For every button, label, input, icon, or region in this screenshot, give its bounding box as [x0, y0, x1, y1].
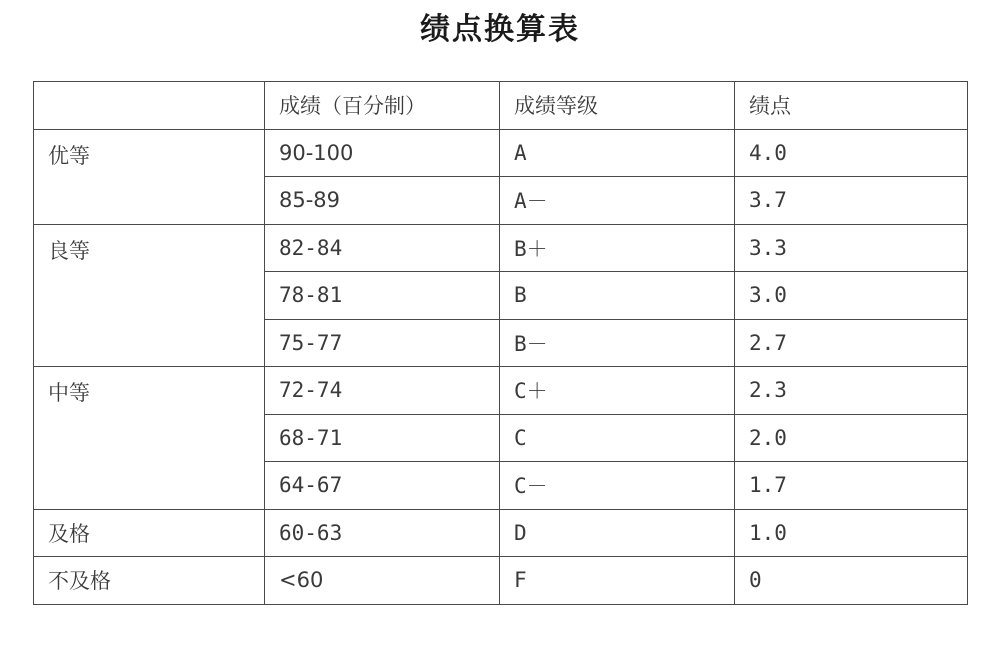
score-cell: 60-63: [265, 509, 500, 557]
grade-cell: D: [500, 509, 735, 557]
score-cell: 85-89: [265, 177, 500, 225]
gpa-cell: 1.0: [735, 509, 968, 557]
page-title: 绩点换算表: [420, 12, 580, 47]
table-row: [34, 367, 968, 415]
grade-cell: C＋: [500, 367, 735, 415]
gpa-cell: 3.7: [735, 177, 968, 225]
score-cell: 90-100: [265, 129, 500, 177]
gpa-cell: 3.3: [735, 224, 968, 272]
grade-cell: A－: [500, 177, 735, 225]
grade-cell: B－: [500, 319, 735, 367]
category-cell: 优等: [34, 129, 265, 224]
table-row: [34, 224, 968, 272]
score-cell: 82-84: [265, 224, 500, 272]
table-row: [34, 509, 968, 557]
gpa-cell: 2.7: [735, 319, 968, 367]
category-cell: 及格: [34, 509, 265, 557]
score-cell: 75-77: [265, 319, 500, 367]
category-cell: 中等: [34, 367, 265, 510]
grade-cell: B: [500, 272, 735, 320]
header-cell-category: [34, 82, 265, 130]
gpa-cell: 2.0: [735, 414, 968, 462]
grade-cell: F: [500, 557, 735, 605]
grade-cell: C－: [500, 462, 735, 510]
score-cell: 78-81: [265, 272, 500, 320]
score-cell: <60: [265, 557, 500, 605]
category-cell: 不及格: [34, 557, 265, 605]
header-cell-score: 成绩（百分制）: [265, 82, 500, 130]
header-cell-gpa: 绩点: [735, 82, 968, 130]
score-cell: 68-71: [265, 414, 500, 462]
gpa-conversion-table: [33, 81, 968, 605]
score-cell: 72-74: [265, 367, 500, 415]
grade-cell: B＋: [500, 224, 735, 272]
table-row: [34, 129, 968, 177]
gpa-cell: 0: [735, 557, 968, 605]
gpa-cell: 4.0: [735, 129, 968, 177]
table-header-row: [34, 82, 968, 130]
grade-cell: A: [500, 129, 735, 177]
gpa-cell: 2.3: [735, 367, 968, 415]
header-cell-grade: 成绩等级: [500, 82, 735, 130]
grade-cell: C: [500, 414, 735, 462]
table-row: [34, 557, 968, 605]
score-cell: 64-67: [265, 462, 500, 510]
category-cell: 良等: [34, 224, 265, 367]
gpa-cell: 3.0: [735, 272, 968, 320]
gpa-cell: 1.7: [735, 462, 968, 510]
